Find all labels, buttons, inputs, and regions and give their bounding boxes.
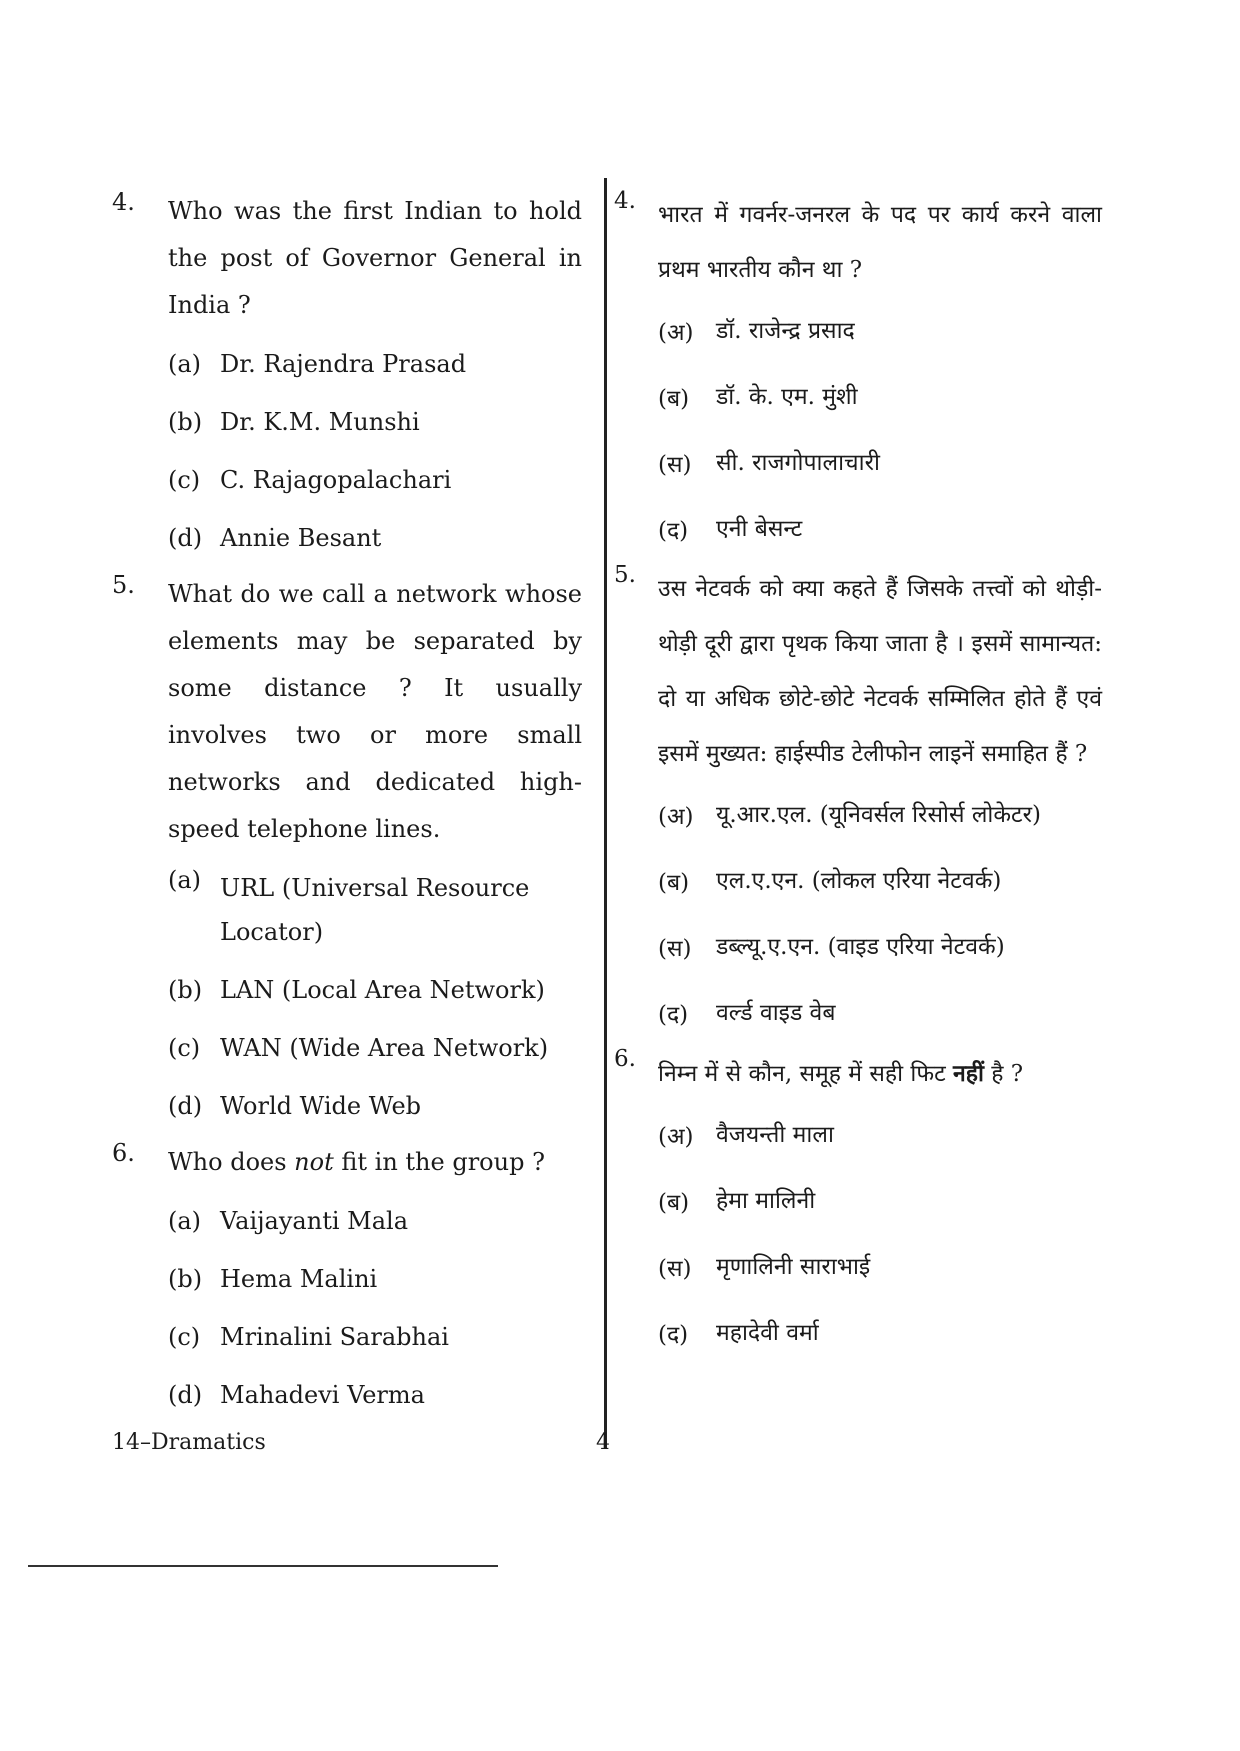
option-label: (ब) [658,1190,690,1216]
option-label: (अ) [658,1124,694,1150]
option-c [658,914,1102,980]
option-a [658,1102,1102,1168]
option-label: (c) [168,1323,201,1351]
option-d [168,509,582,567]
option-text: Dr. K.M. Munshi [220,408,420,436]
option-text: WAN (Wide Area Network) [220,1034,549,1062]
option-label: (ब) [658,386,690,412]
option-text: World Wide Web [220,1092,422,1120]
option-text: LAN (Local Area Network) [220,976,545,1004]
option-text: C. Rajagopalachari [220,466,452,494]
option-label: (स) [658,1256,692,1282]
question-4-hi [614,188,1102,562]
option-d [168,1366,582,1424]
question-number: 5. [112,571,135,599]
option-text: यू.आर.एल. (यूनिवर्सल रिसोर्स लोकेटर) [716,802,1042,828]
option-label: (ब) [658,870,690,896]
option-label: (c) [168,1034,201,1062]
question-number: 6. [614,1046,636,1072]
option-label: (द) [658,1322,689,1348]
option-a [168,859,582,961]
option-c [168,1019,582,1077]
option-a [658,298,1102,364]
english-column [112,188,582,1428]
question-6-hi [614,1046,1102,1366]
option-text: Mrinalini Sarabhai [220,1323,449,1351]
option-text: सी. राजगोपालाचारी [716,450,880,476]
option-c [168,1308,582,1366]
option-d [658,980,1102,1046]
question-number: 4. [112,188,135,216]
option-b [658,364,1102,430]
option-text: महादेवी वर्मा [716,1320,819,1346]
option-label: (b) [168,976,203,1004]
option-label: (b) [168,1265,203,1293]
option-label: (द) [658,518,689,544]
option-b [168,1250,582,1308]
option-b [168,393,582,451]
option-d [168,1077,582,1135]
question-text: निम्न में से कौन, समूह में सही फिट नहीं है ? [658,1060,1024,1087]
question-number: 6. [112,1139,135,1167]
column-divider [604,178,607,1448]
option-text: Mahadevi Verma [220,1381,425,1409]
option-label: (द) [658,1002,689,1028]
hindi-column [614,188,1102,1366]
option-label: (d) [168,524,203,552]
option-text: एनी बेसन्ट [716,516,803,542]
question-text: Who does not fit in the group ? [168,1148,545,1176]
option-b [658,848,1102,914]
option-a [658,782,1102,848]
option-label: (a) [168,866,202,894]
page-number: 4 [596,1430,610,1455]
option-label: (अ) [658,804,694,830]
option-label: (a) [168,1207,202,1235]
emphasis-not: not [294,1148,334,1176]
question-text: What do we call a network whose elements may be separated by some distance ? It usually involves two or more small networks and dedicated high-speed telephone lines. [168,580,582,843]
option-text: URL (Universal Resource Locator) [220,874,530,946]
option-c [658,1234,1102,1300]
option-label: (a) [168,350,202,378]
question-number: 5. [614,562,636,588]
option-text: मृणालिनी साराभाई [716,1254,871,1280]
option-a [168,335,582,393]
option-text: डब्ल्यू.ए.एन. (वाइड एरिया नेटवर्क) [716,934,1005,960]
option-d [658,496,1102,562]
option-text: डॉ. के. एम. मुंशी [716,384,858,410]
option-label: (b) [168,408,203,436]
question-text: भारत में गवर्नर-जनरल के पद पर कार्य करने वाला प्रथम भारतीय कौन था ? [658,202,1102,283]
option-d [658,1300,1102,1366]
question-4-en [112,188,582,567]
option-text: वैजयन्ती माला [716,1122,834,1148]
option-text: डॉ. राजेन्द्र प्रसाद [716,318,855,344]
question-5-en [112,571,582,1135]
option-text: Hema Malini [220,1265,378,1293]
footer-subject: 14–Dramatics [112,1430,266,1455]
question-text: Who was the first Indian to hold the post of Governor General in India ? [168,197,582,319]
question-6-en [112,1139,582,1424]
option-label: (d) [168,1381,203,1409]
option-b [168,961,582,1019]
option-label: (d) [168,1092,203,1120]
option-a [168,1192,582,1250]
option-c [168,451,582,509]
question-number: 4. [614,188,636,214]
question-text: उस नेटवर्क को क्या कहते हैं जिसके तत्त्वों को थोड़ी-थोड़ी दूरी द्वारा पृथक किया जाता है । इसमें सामान्यत: दो या अधिक छोटे-छोटे नेटवर्क सम्मिलित होते हैं एवं इसमें मुख्यत: हाईस्पीड टेलीफोन लाइनें समाहित हैं ? [658,576,1102,767]
option-text: Dr. Rajendra Prasad [220,350,467,378]
option-c [658,430,1102,496]
option-text: वर्ल्ड वाइड वेब [716,1000,836,1026]
question-5-hi [614,562,1102,1046]
option-text: एल.ए.एन. (लोकल एरिया नेटवर्क) [716,868,1002,894]
option-text: Vaijayanti Mala [220,1207,409,1235]
option-text: हेमा मालिनी [716,1188,816,1214]
bottom-rule [28,1565,498,1567]
option-label: (अ) [658,320,694,346]
emphasis-not: नहीं [953,1060,984,1087]
option-b [658,1168,1102,1234]
option-label: (c) [168,466,201,494]
option-label: (स) [658,452,692,478]
option-label: (स) [658,936,692,962]
option-text: Annie Besant [220,524,382,552]
